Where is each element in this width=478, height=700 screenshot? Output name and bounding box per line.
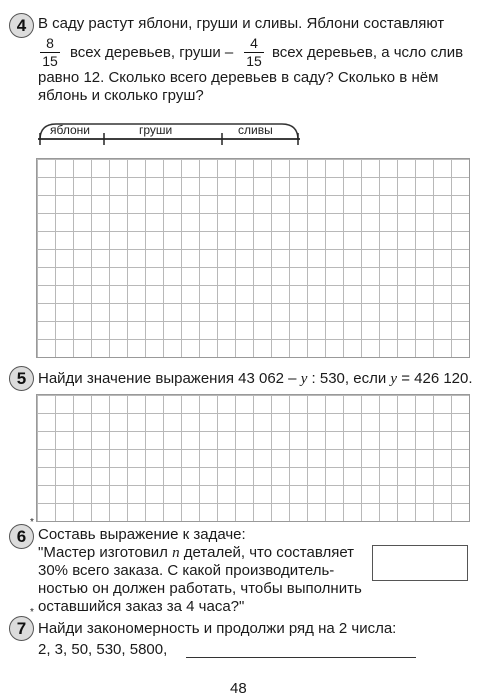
segment-label-plums: сливы — [238, 123, 273, 137]
task-4-line-2a: всех деревьев, груши – — [70, 44, 234, 61]
task-4-line-2b: всех деревьев, а чсло слив — [272, 44, 464, 61]
task-5-number: 5 — [9, 366, 34, 391]
task-4-fraction-apples: 8 15 — [40, 36, 60, 69]
task-5-expression: Найди значение выражения 43 062 – y : 530, если y = 426 120. — [38, 370, 473, 387]
task-6-title: Составь выражение к задаче: — [38, 526, 246, 543]
task-5-answer-grid[interactable] — [36, 394, 470, 522]
task-6-line-4: оставшийся заказ за 4 часа?" — [38, 598, 245, 615]
task-4-number: 4 — [9, 13, 34, 38]
task-4-line-4: яблонь и сколько груш? — [38, 87, 204, 104]
page-number: 48 — [230, 680, 247, 697]
task-7-title: Найди закономерность и продолжи ряд на 2 числа: — [38, 620, 397, 637]
task-4-line-1: В саду растут яблони, груши и сливы. Яблони составляют — [38, 15, 445, 32]
task-7-star: * — [30, 607, 34, 618]
task-6-answer-box[interactable] — [372, 545, 468, 581]
task-4-answer-grid[interactable] — [36, 158, 470, 358]
task-7-answer-line[interactable] — [186, 641, 416, 658]
task-4-fraction-pears: 4 15 — [244, 36, 264, 69]
task-6-line-1: "Мастер изготовил n деталей, что составляет — [38, 544, 355, 561]
task-7-series: 2, 3, 50, 530, 5800, — [38, 641, 168, 658]
task-4-line-3: равно 12. Сколько всего деревьев в саду? Сколько в нём — [38, 69, 439, 86]
task-6-line-2: 30% всего заказа. С какой производитель- — [38, 562, 335, 579]
task-6-number: 6 — [9, 524, 34, 549]
task-6-star: * — [30, 517, 34, 528]
task-7-number: 7 — [9, 616, 34, 641]
task-6-line-3: ностью он должен работать, чтобы выполнить — [38, 580, 362, 597]
segment-label-pears: груши — [139, 123, 173, 137]
segment-label-apples: яблони — [50, 123, 90, 137]
